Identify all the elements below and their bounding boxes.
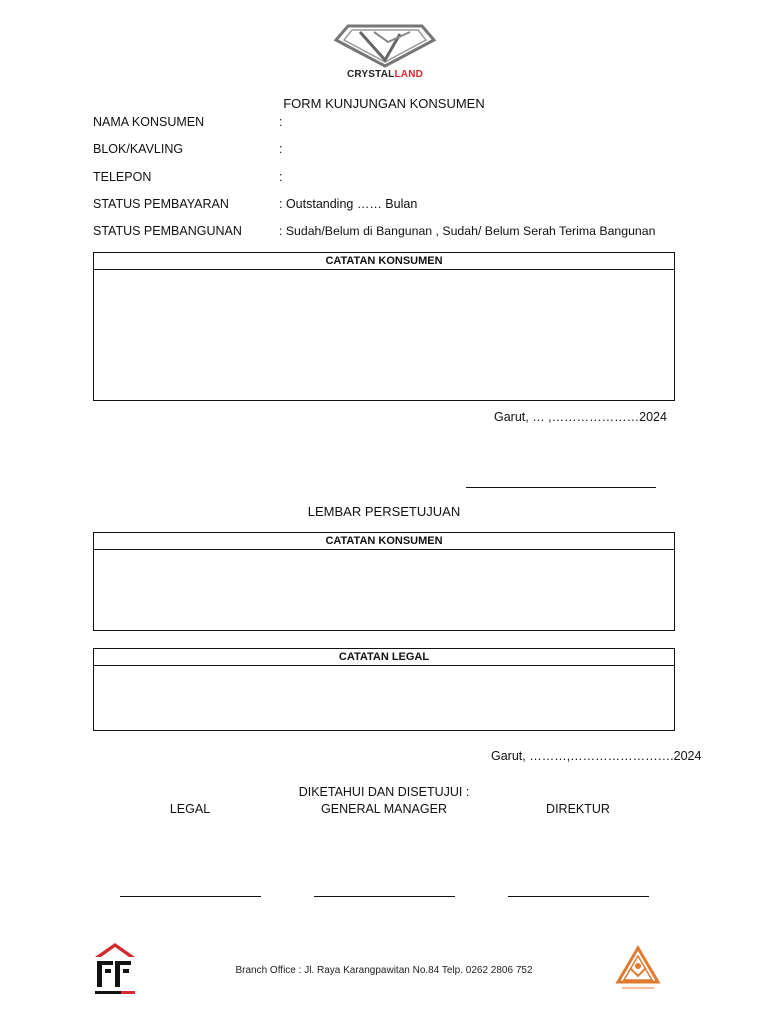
branch-office-address: Branch Office : Jl. Raya Karangpawitan No.84 Telp. 0262 2806 752 (235, 965, 533, 976)
consumer-notes-box[interactable] (93, 252, 675, 401)
field-label-status-pembangunan: STATUS PEMBANGUNAN (93, 224, 242, 238)
field-value-blok: : (279, 142, 283, 156)
signature-line-legal (120, 896, 261, 897)
crystalland-logo (330, 20, 440, 84)
approval-consumer-notes-header: CATATAN KONSUMEN (94, 533, 674, 550)
crystal-property-icon (612, 944, 664, 996)
field-label-blok: BLOK/KAVLING (93, 142, 184, 156)
diamond-logo-icon (330, 20, 440, 68)
signatory-direktur: DIREKTUR (546, 802, 610, 816)
consumer-notes-header: CATATAN KONSUMEN (94, 253, 674, 270)
field-value-status-pembangunan: : Sudah/Belum di Bangunan , Sudah/ Belum Serah Terima Bangunan (279, 224, 656, 238)
field-label-nama: NAMA KONSUMEN (93, 115, 205, 129)
approval-consumer-notes-box[interactable] (93, 532, 675, 631)
acknowledged-label: DIKETAHUI DAN DISETUJUI : (298, 785, 470, 799)
form-title: FORM KUNJUNGAN KONSUMEN (283, 96, 485, 111)
field-value-status-pembayaran: : Outstanding …… Bulan (279, 197, 418, 211)
brand-name-part2: LAND (394, 69, 424, 80)
place-date-2: Garut, ………,…………………….2024 (491, 749, 702, 763)
crystal-property-logo (612, 944, 664, 996)
approval-title: LEMBAR PERSETUJUAN (307, 504, 461, 519)
legal-notes-header: CATATAN LEGAL (94, 649, 674, 666)
brand-name (330, 69, 440, 80)
signature-line-direktur (508, 896, 649, 897)
brand-name-part1: CRYSTAL (346, 69, 395, 80)
field-label-status-pembayaran: STATUS PEMBAYARAN (93, 197, 229, 211)
field-value-nama: : (279, 115, 283, 129)
legal-notes-box[interactable] (93, 648, 675, 731)
field-value-telepon: : (279, 170, 283, 184)
signatory-general-manager: GENERAL MANAGER (321, 802, 447, 816)
signatory-legal: LEGAL (169, 802, 211, 816)
signature-line-consumer (466, 487, 656, 488)
signature-line-general-manager (314, 896, 455, 897)
place-date-1: Garut, … ,…………………2024 (494, 410, 667, 424)
field-label-telepon: TELEPON (93, 170, 152, 184)
